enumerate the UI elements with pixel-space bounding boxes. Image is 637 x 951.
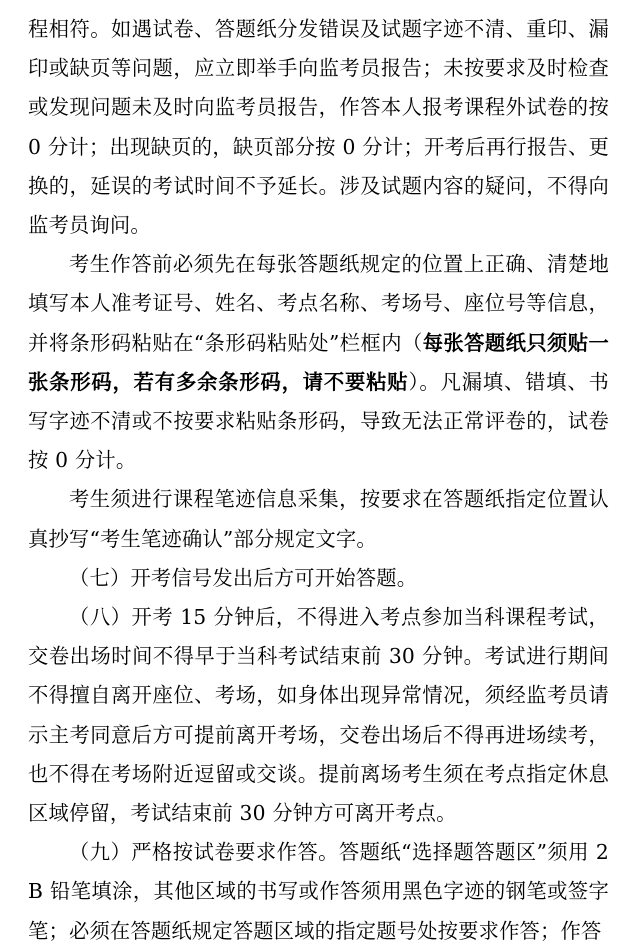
text-run: （九）严格按试卷要求作答。答题纸“选择题答题区”须用 2B 铅笔填涂，其他区域的书写或作答须用黑色字迹的钢笔或签字笔；必须在答题纸规定答题区域的指定题号处按要求作答；作答 — [28, 840, 609, 943]
document-body — [28, 10, 609, 951]
text-run: 程相符。如遇试卷、答题纸分发错误及试题字迹不清、重印、漏印或缺页等问题，应立即举手向监考员报告；未按要求及时检查或发现问题未及时向监考员报告，作答本人报考课程外试卷的按 0 分计；出现缺页的，缺页部分按 0 分计；开考后再行报告、更换的，延误的考试时间不予延长。涉及试题内容的疑问，不得向监考员询问。 — [28, 17, 609, 238]
text-run: 考生须进行课程笔迹信息采集，按要求在答题纸指定位置认真抄写“考生笔迹确认”部分规定文字。 — [28, 487, 609, 551]
paragraph — [28, 10, 609, 245]
text-run: （八）开考 15 分钟后，不得进入考点参加当科课程考试，交卷出场时间不得早于当科考试结束前 30 分钟。考试进行期间不得擅自离开座位、考场，如身体出现异常情况，须经监考员请示主考同意后方可提前离开考场，交卷出场后不得再进场续考，也不得在考场附近逗留或交谈。提前离场考生须在考点指定休息区域停留，考试结束前 30 分钟方可离开考点。 — [28, 605, 609, 826]
paragraph — [28, 245, 609, 480]
paragraph — [28, 559, 609, 598]
text-run: （七）开考信号发出后方可开始答题。 — [69, 565, 418, 590]
text-run: ）。凡漏填、错填、书写字迹不清或不按要求粘贴条形码，导致无法正常评卷的，试卷按 0 分计。 — [28, 369, 609, 473]
paragraph — [28, 598, 609, 833]
paragraph — [28, 833, 609, 951]
text-run: 考生作答前必须先在每张答题纸规定的位置上正确、清楚地填写本人准考证号、姓名、考点名称、考场号、座位号等信息，并将条形码粘贴在“条形码粘贴处”栏框内（ — [28, 252, 609, 355]
paragraph — [28, 480, 609, 558]
emphasized-text: 每张答题纸只须贴一张条形码，若有多余条形码，请不要粘贴 — [28, 330, 609, 394]
